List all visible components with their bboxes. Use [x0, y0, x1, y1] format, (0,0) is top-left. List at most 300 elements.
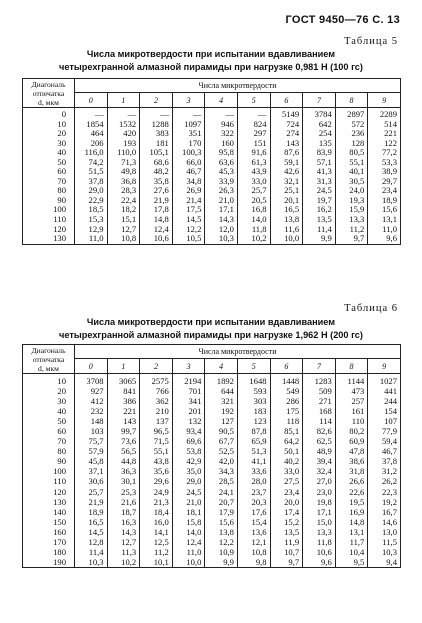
row-diagonal-value: 70	[23, 177, 75, 187]
table-cell: 412	[75, 396, 108, 406]
table-cell: 15,4	[237, 517, 270, 527]
table-cell: 254	[303, 129, 336, 139]
table-cell: 25,3	[107, 487, 140, 497]
table5-column-header: 1	[107, 93, 140, 108]
table-cell: 701	[172, 386, 205, 396]
table-row	[23, 139, 401, 149]
table-cell: 75,7	[75, 436, 108, 446]
table-cell: 21,6	[107, 497, 140, 507]
table-cell: 41,1	[237, 456, 270, 466]
table-cell: 77,9	[368, 426, 401, 436]
table-cell: 64,2	[270, 436, 303, 446]
table-row	[23, 456, 401, 466]
table-cell: 20,3	[237, 497, 270, 507]
table-cell: 38,9	[368, 167, 401, 177]
table-cell: 24,9	[140, 487, 173, 497]
table-row	[23, 406, 401, 416]
table-cell: 9,4	[368, 557, 401, 568]
row-diagonal-value: 120	[23, 225, 75, 235]
table-cell: 221	[368, 129, 401, 139]
table-row	[23, 446, 401, 456]
row-diagonal-value: 130	[23, 234, 75, 244]
table-cell: 16,0	[140, 517, 173, 527]
table-cell: 114	[303, 416, 336, 426]
table-cell: 15,3	[75, 215, 108, 225]
table-cell: 21,4	[172, 196, 205, 206]
row-diagonal-value: 190	[23, 557, 75, 568]
table-cell: 33,9	[205, 177, 238, 187]
table-row	[23, 205, 401, 215]
table-cell: 383	[140, 129, 173, 139]
table-cell: 572	[335, 120, 368, 130]
table-cell: 50,1	[270, 446, 303, 456]
table-cell: 31,2	[368, 466, 401, 476]
table-cell: 12,0	[205, 225, 238, 235]
table-cell: 14,5	[172, 215, 205, 225]
table-cell: 107	[368, 416, 401, 426]
table-cell: 23,7	[237, 487, 270, 497]
table-row	[23, 386, 401, 396]
table-cell: 10,0	[270, 234, 303, 244]
table-cell: 322	[205, 129, 238, 139]
table-cell: 12,7	[107, 225, 140, 235]
row-diagonal-value: 60	[23, 426, 75, 436]
table-cell: 32,1	[270, 177, 303, 187]
table-cell: 11,0	[368, 225, 401, 235]
table6-column-header: 1	[107, 359, 140, 374]
table-cell: 12,5	[140, 537, 173, 547]
table-cell: 221	[107, 406, 140, 416]
table-cell: 11,9	[270, 537, 303, 547]
table-cell: 80,2	[335, 426, 368, 436]
table5-column-header: 6	[270, 93, 303, 108]
table-cell: 14,8	[335, 517, 368, 527]
table-cell: 16,2	[303, 205, 336, 215]
table-cell: 18,7	[107, 507, 140, 517]
row-diagonal-value: 100	[23, 205, 75, 215]
table-cell: 3065	[107, 374, 140, 387]
table-cell: 3708	[75, 374, 108, 387]
table-cell: 10,3	[368, 547, 401, 557]
table-cell: 2194	[172, 374, 205, 387]
table-row	[23, 426, 401, 436]
table-cell: 23,4	[270, 487, 303, 497]
table-cell: 33,0	[270, 466, 303, 476]
table-cell: 77,2	[368, 148, 401, 158]
table-row	[23, 476, 401, 486]
table-cell: 29,6	[140, 476, 173, 486]
table-row	[23, 374, 401, 387]
table-cell: 362	[140, 396, 173, 406]
table-cell: 35,0	[172, 466, 205, 476]
table-row	[23, 186, 401, 196]
table-cell: 87,8	[237, 426, 270, 436]
table-cell: 15,6	[368, 205, 401, 215]
table6-diag-line2: отпечатка	[32, 354, 65, 364]
table-cell: 49,8	[107, 167, 140, 177]
table-row	[23, 196, 401, 206]
table-cell: 69,6	[172, 436, 205, 446]
table-cell: 9,6	[303, 557, 336, 568]
table-cell: 724	[270, 120, 303, 130]
table-cell: 25,1	[270, 186, 303, 196]
table-cell: 18,1	[172, 507, 205, 517]
table-cell: 48,2	[140, 167, 173, 177]
table-cell: 87,6	[270, 148, 303, 158]
table-cell: 946	[205, 120, 238, 130]
table5-diag-line1: Диагональ	[31, 79, 66, 89]
table-cell: 351	[172, 129, 205, 139]
table-cell: 19,5	[335, 497, 368, 507]
table-cell: 21,9	[140, 196, 173, 206]
table-row	[23, 497, 401, 507]
table-cell: 10,4	[335, 547, 368, 557]
table-cell: 11,7	[335, 537, 368, 547]
table-cell: 514	[368, 120, 401, 130]
table-cell: 48,9	[303, 446, 336, 456]
table-cell: 642	[303, 120, 336, 130]
table-cell: 19,7	[303, 196, 336, 206]
table-cell: 12,4	[140, 225, 173, 235]
table-cell: 286	[270, 396, 303, 406]
table-cell: 42,0	[205, 456, 238, 466]
table-cell: 841	[107, 386, 140, 396]
table-cell: 20,7	[205, 497, 238, 507]
table-cell: 13,6	[237, 527, 270, 537]
row-diagonal-value: 110	[23, 215, 75, 225]
table-cell: 46,7	[368, 446, 401, 456]
table-cell: 161	[335, 406, 368, 416]
table-cell: 26,9	[172, 186, 205, 196]
table-cell: 95,8	[205, 148, 238, 158]
table-cell: 33,6	[237, 466, 270, 476]
table-cell: 82,6	[303, 426, 336, 436]
table-cell: 13,1	[335, 527, 368, 537]
table6-label: Таблица 6	[344, 303, 398, 314]
table-cell: 14,1	[140, 527, 173, 537]
table-cell: 824	[237, 120, 270, 130]
table-cell: 1097	[172, 120, 205, 130]
table6-column-header: 2	[140, 359, 173, 374]
table-cell: 22,3	[368, 487, 401, 497]
table-cell: 51,3	[237, 446, 270, 456]
table-cell: 25,7	[75, 487, 108, 497]
table-cell: 17,8	[140, 205, 173, 215]
table-cell: 85,1	[270, 426, 303, 436]
table-cell: 20,5	[237, 196, 270, 206]
table-cell: —	[140, 108, 173, 120]
table-cell: 11,0	[172, 547, 205, 557]
table-cell: 2897	[335, 108, 368, 120]
table6-column-header: 9	[368, 359, 401, 374]
table-cell: 17,4	[270, 507, 303, 517]
table-cell: 33,0	[237, 177, 270, 187]
row-diagonal-value: 170	[23, 537, 75, 547]
table-cell: 17,9	[205, 507, 238, 517]
table-cell: 22,9	[75, 196, 108, 206]
table-cell: 42,6	[270, 167, 303, 177]
table-cell: 21,0	[172, 497, 205, 507]
table-cell: 34,8	[172, 177, 205, 187]
table-cell: 45,8	[75, 456, 108, 466]
table-cell: 143	[270, 139, 303, 149]
table-cell: 24,5	[172, 487, 205, 497]
table6-column-header: 7	[303, 359, 336, 374]
table6-column-header: 5	[237, 359, 270, 374]
table-cell: 110,0	[107, 148, 140, 158]
table-row	[23, 108, 401, 120]
table-cell: 22,4	[107, 196, 140, 206]
table-cell: 44,8	[107, 456, 140, 466]
table-cell: 1288	[140, 120, 173, 130]
table-cell: 17,6	[237, 507, 270, 517]
table-cell: 9,6	[368, 234, 401, 244]
table-cell: 71,3	[107, 158, 140, 168]
table-cell: 96,5	[140, 426, 173, 436]
table6-diagonal-header	[23, 345, 75, 374]
table-cell: 12,7	[107, 537, 140, 547]
table-cell: 10,7	[270, 547, 303, 557]
table-cell: 100,3	[172, 148, 205, 158]
table-cell: 18,2	[107, 205, 140, 215]
table5-title-line1: Числа микротвердости при испытании вдавливанием	[86, 49, 336, 59]
table-cell: 18,4	[140, 507, 173, 517]
row-diagonal-value: 70	[23, 436, 75, 446]
table-cell: 16,5	[75, 517, 108, 527]
table6-column-header: 4	[205, 359, 238, 374]
table-cell: 297	[237, 129, 270, 139]
table-cell: 1854	[75, 120, 108, 130]
table-cell: 35,8	[140, 177, 173, 187]
table-cell: 53,3	[368, 158, 401, 168]
table-cell: 118	[270, 416, 303, 426]
table-cell: 11,3	[107, 547, 140, 557]
table-cell: 154	[368, 406, 401, 416]
table-cell: 151	[237, 139, 270, 149]
table-cell: 13,0	[368, 527, 401, 537]
table-cell: 14,6	[368, 517, 401, 527]
table-cell: 1448	[270, 374, 303, 387]
table-row	[23, 416, 401, 426]
row-diagonal-value: 110	[23, 476, 75, 486]
table-cell: 28,0	[237, 476, 270, 486]
table-cell: 135	[303, 139, 336, 149]
table-cell: 103	[75, 426, 108, 436]
table-cell: 13,8	[270, 215, 303, 225]
table-cell: 11,6	[270, 225, 303, 235]
table-cell: 90,5	[205, 426, 238, 436]
table-cell: 66,0	[172, 158, 205, 168]
row-diagonal-value: 20	[23, 129, 75, 139]
table-cell: 31,3	[303, 177, 336, 187]
table-cell: 12,9	[75, 225, 108, 235]
table-cell: 15,8	[172, 517, 205, 527]
table-cell: 55,1	[335, 158, 368, 168]
table-cell: 11,4	[75, 547, 108, 557]
table-cell: 420	[107, 129, 140, 139]
table-cell: 57,9	[75, 446, 108, 456]
row-diagonal-value: 40	[23, 406, 75, 416]
table-cell: 52,5	[205, 446, 238, 456]
table-cell: 30,1	[107, 476, 140, 486]
table-cell: 11,2	[140, 547, 173, 557]
row-diagonal-value: 10	[23, 374, 75, 387]
table-cell: 73,6	[107, 436, 140, 446]
table-cell: —	[172, 108, 205, 120]
table-cell: 201	[172, 406, 205, 416]
table-cell: 67,7	[205, 436, 238, 446]
table6-microhardness-header: Числа микротвердости	[75, 345, 401, 359]
table-cell: 26,6	[335, 476, 368, 486]
table-cell: 14,8	[140, 215, 173, 225]
table-cell: 99,7	[107, 426, 140, 436]
table-cell: 38,6	[335, 456, 368, 466]
table-cell: 30,5	[335, 177, 368, 187]
table-row	[23, 466, 401, 476]
table5-column-header: 2	[140, 93, 173, 108]
table-cell: 12,8	[75, 537, 108, 547]
table-cell: 19,2	[368, 497, 401, 507]
table-cell: 16,7	[368, 507, 401, 517]
table-cell: 509	[303, 386, 336, 396]
table-cell: 41,3	[303, 167, 336, 177]
table5-column-header: 0	[75, 93, 108, 108]
table-cell: 10,5	[172, 234, 205, 244]
table-cell: 19,8	[303, 497, 336, 507]
table-cell: 9,5	[335, 557, 368, 568]
table-cell: 10,2	[107, 557, 140, 568]
table5-column-header: 4	[205, 93, 238, 108]
table-cell: 18,9	[75, 507, 108, 517]
table-cell: 10,6	[303, 547, 336, 557]
table-cell: 17,1	[303, 507, 336, 517]
table-cell: 766	[140, 386, 173, 396]
table-row	[23, 487, 401, 497]
table-cell: 17,1	[205, 205, 238, 215]
table-cell: 14,0	[172, 527, 205, 537]
table-cell: 16,9	[335, 507, 368, 517]
table-cell: 127	[205, 416, 238, 426]
table5-label: Таблица 5	[344, 36, 398, 47]
table-cell: 11,4	[303, 225, 336, 235]
table-cell: 12,2	[172, 225, 205, 235]
table-cell: 473	[335, 386, 368, 396]
table-row	[23, 234, 401, 244]
table-cell: 28,5	[205, 476, 238, 486]
table-cell: 181	[140, 139, 173, 149]
table6	[22, 344, 401, 568]
table-cell: 927	[75, 386, 108, 396]
table6-title	[0, 316, 422, 342]
table-cell: 18,5	[75, 205, 108, 215]
table-cell: 148	[75, 416, 108, 426]
row-diagonal-value: 90	[23, 456, 75, 466]
table6-column-header: 8	[335, 359, 368, 374]
table-cell: 1144	[335, 374, 368, 387]
table5-column-header: 3	[172, 93, 205, 108]
row-diagonal-value: 40	[23, 148, 75, 158]
table-cell: 3784	[303, 108, 336, 120]
table5-diag-line3: d, мкм	[38, 97, 59, 107]
table-cell: 23,4	[368, 186, 401, 196]
table-cell: 17,5	[172, 205, 205, 215]
table-cell: 27,6	[140, 186, 173, 196]
row-diagonal-value: 130	[23, 497, 75, 507]
table-cell: 42,9	[172, 456, 205, 466]
table-cell: 10,0	[172, 557, 205, 568]
table5-column-header: 7	[303, 93, 336, 108]
table-cell: 122	[368, 139, 401, 149]
table5-column-header: 9	[368, 93, 401, 108]
table-cell: 11,0	[75, 234, 108, 244]
table-cell: 257	[335, 396, 368, 406]
table-cell: 21,0	[205, 196, 238, 206]
table-cell: 27,5	[270, 476, 303, 486]
table-cell: 386	[107, 396, 140, 406]
row-diagonal-value: 50	[23, 158, 75, 168]
table5	[22, 78, 401, 245]
row-diagonal-value: 0	[23, 108, 75, 120]
table-cell: 341	[172, 396, 205, 406]
table-cell: 11,2	[335, 225, 368, 235]
table-cell: 65,9	[237, 436, 270, 446]
table-cell: 303	[237, 396, 270, 406]
table-cell: 13,3	[303, 527, 336, 537]
table-cell: 160	[205, 139, 238, 149]
table-cell: 244	[368, 396, 401, 406]
table-cell: 1283	[303, 374, 336, 387]
row-diagonal-value: 100	[23, 466, 75, 476]
table-row	[23, 436, 401, 446]
table6-diag-line1: Диагональ	[31, 345, 66, 355]
table-row	[23, 177, 401, 187]
table-cell: 43,8	[140, 456, 173, 466]
table-cell: 11,8	[303, 537, 336, 547]
table-cell: 210	[140, 406, 173, 416]
row-diagonal-value: 80	[23, 446, 75, 456]
row-diagonal-value: 20	[23, 386, 75, 396]
row-diagonal-value: 80	[23, 186, 75, 196]
table-cell: 1648	[237, 374, 270, 387]
table-cell: 10,1	[140, 557, 173, 568]
table-cell: 30,6	[75, 476, 108, 486]
table-cell: 16,3	[107, 517, 140, 527]
table-cell: 32,4	[303, 466, 336, 476]
table-cell: 24,5	[303, 186, 336, 196]
table-cell: 183	[237, 406, 270, 416]
table-cell: 206	[75, 139, 108, 149]
table-row	[23, 148, 401, 158]
table-cell: 40,1	[335, 167, 368, 177]
row-diagonal-value: 90	[23, 196, 75, 206]
table-cell: —	[107, 108, 140, 120]
table-cell: 91,6	[237, 148, 270, 158]
table-cell: 59,1	[270, 158, 303, 168]
table-cell: 51,5	[75, 167, 108, 177]
table-cell: 1027	[368, 374, 401, 387]
table-cell: 63,6	[205, 158, 238, 168]
table-cell: 61,3	[237, 158, 270, 168]
table-cell: 12,1	[237, 537, 270, 547]
table-row	[23, 158, 401, 168]
table-cell: 56,5	[107, 446, 140, 456]
table-cell: 10,8	[237, 547, 270, 557]
table-cell: 60,9	[335, 436, 368, 446]
table6-column-header: 0	[75, 359, 108, 374]
table-cell: 15,6	[205, 517, 238, 527]
table-cell: 28,3	[107, 186, 140, 196]
table-cell: 232	[75, 406, 108, 416]
